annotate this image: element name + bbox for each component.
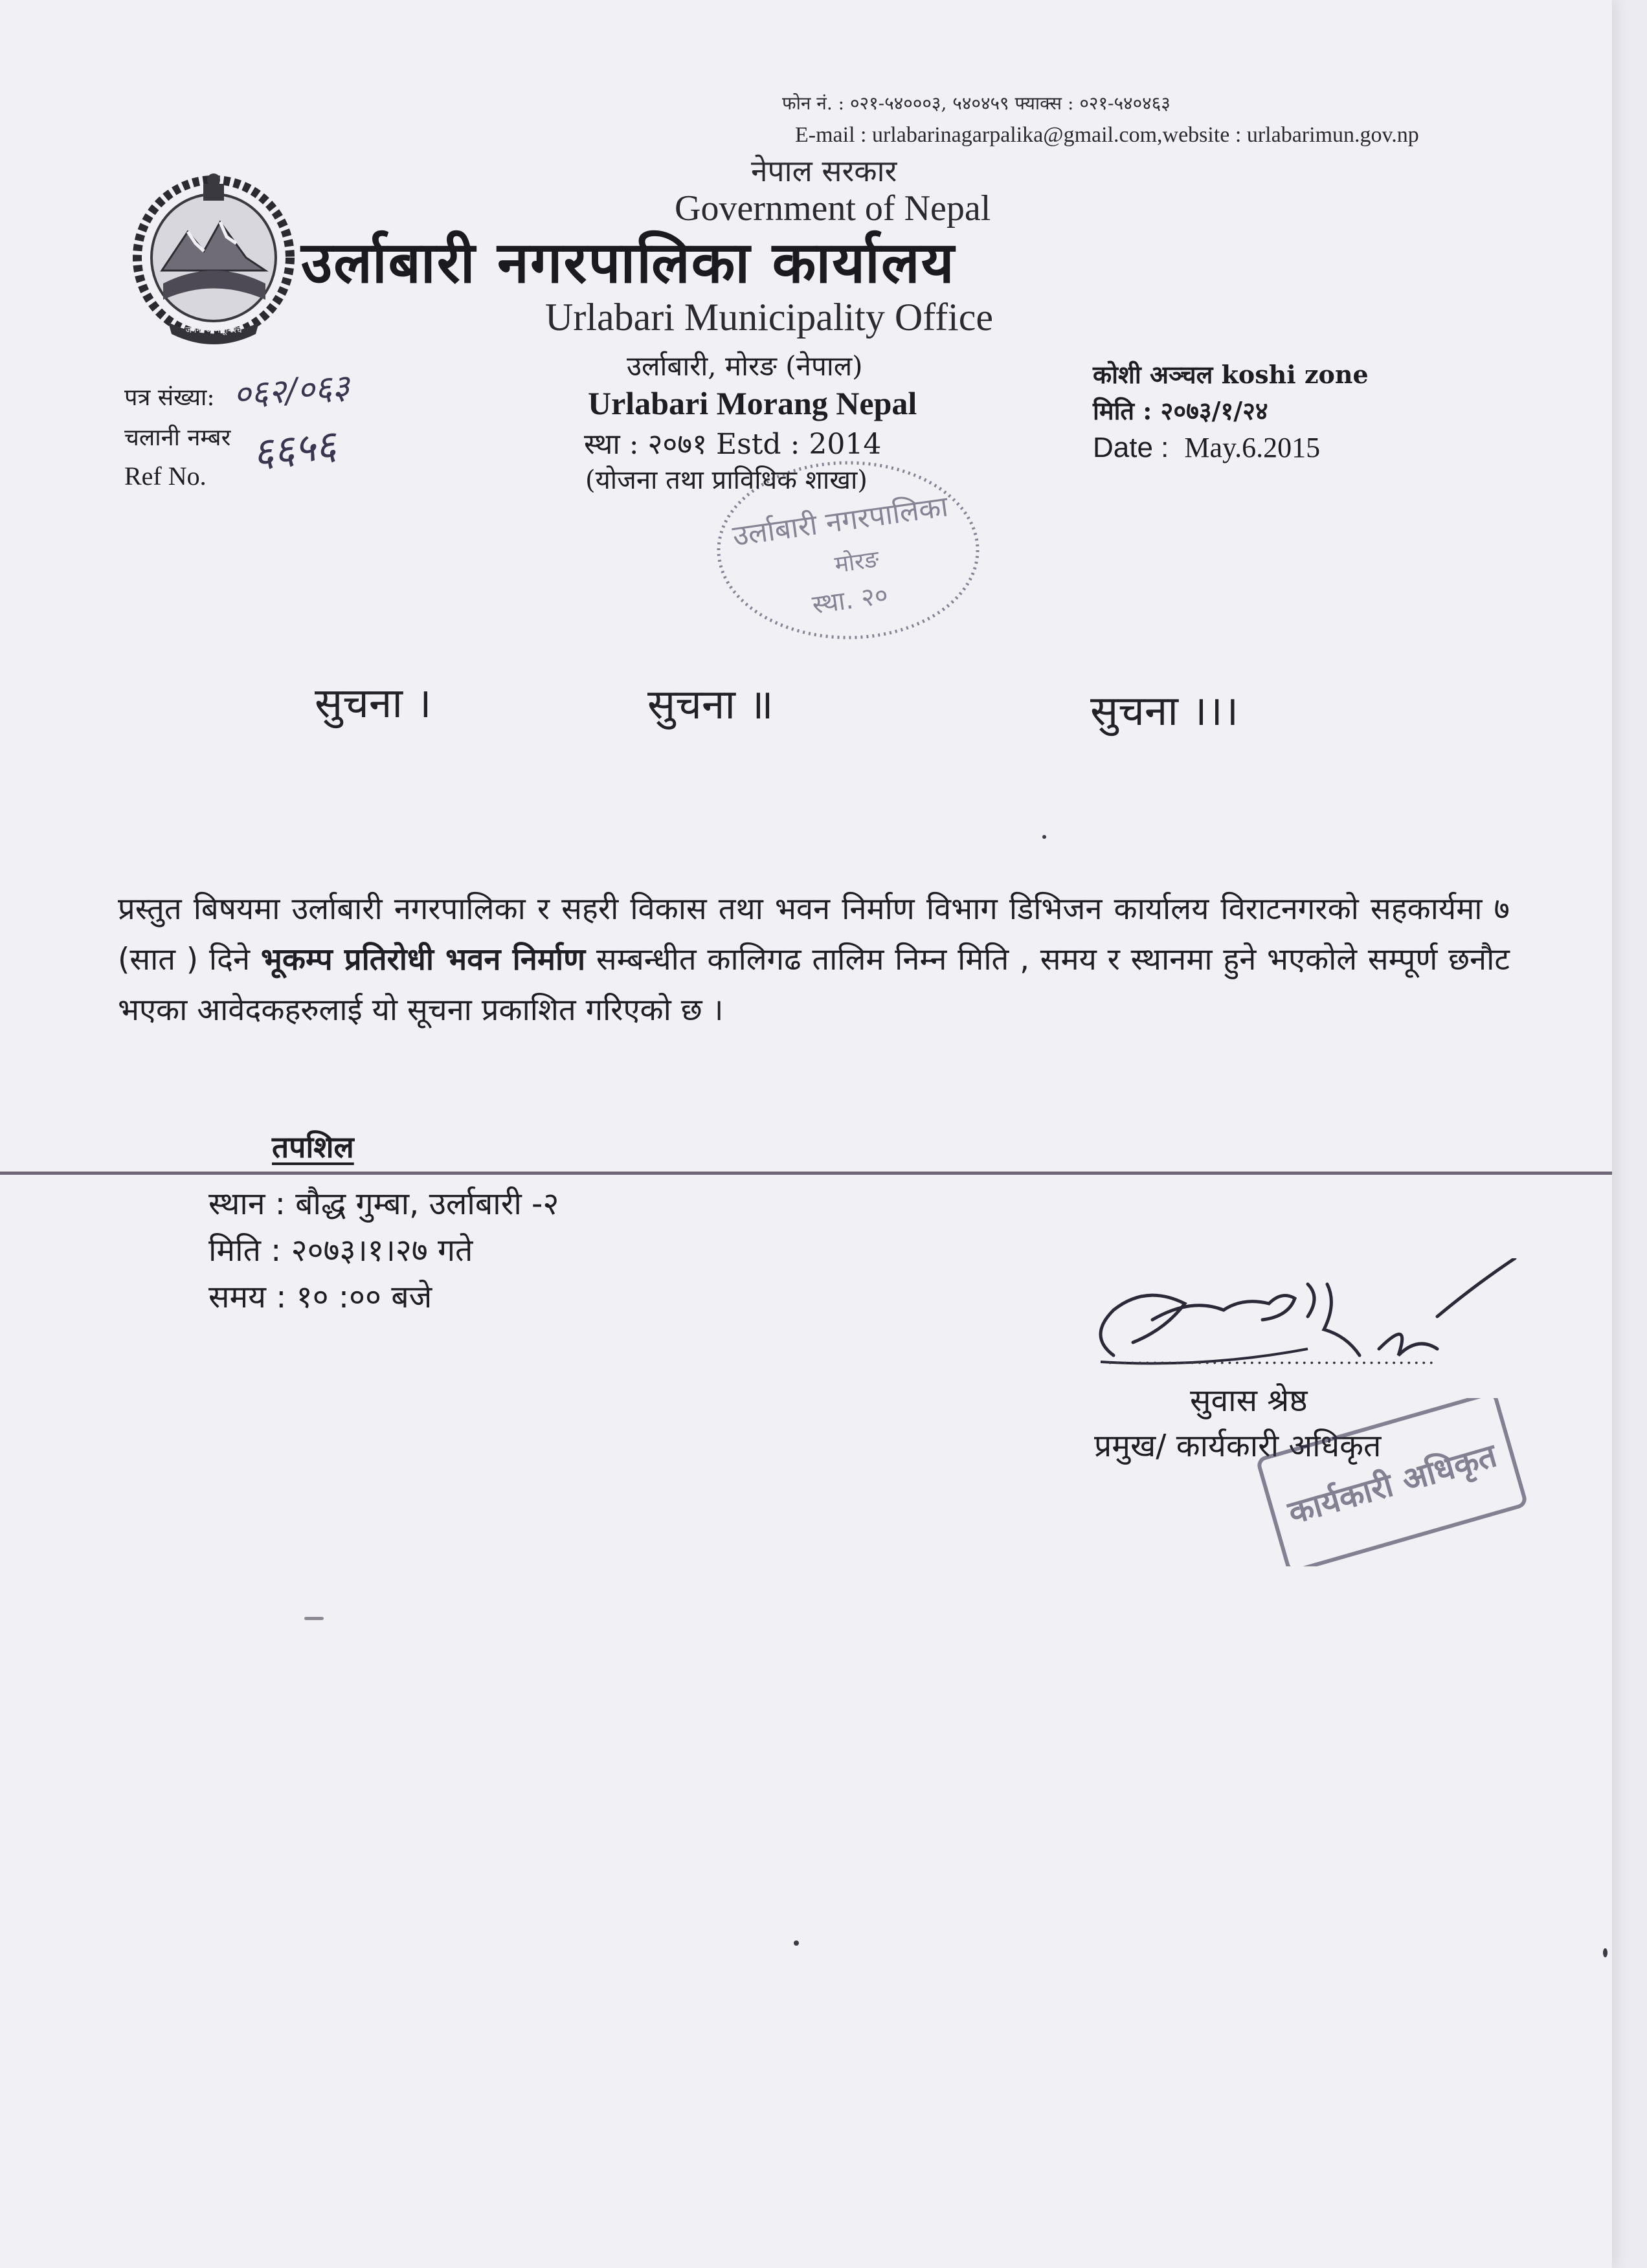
details-date: मिति : २०७३।१।२७ गते [208, 1232, 473, 1269]
scan-speck [1603, 1948, 1608, 1957]
date-label: Date : [1093, 432, 1169, 463]
section-name: (योजना तथा प्राविधिक शाखा) [585, 465, 868, 495]
office-name-english: Urlabari Municipality Office [545, 296, 993, 339]
scan-speck [794, 1940, 799, 1946]
established-year: स्था : २०७१ Estd : 2014 [584, 428, 882, 461]
svg-text:उर्लाबारी नगरपालिका: उर्लाबारी नगरपालिका [730, 490, 950, 553]
horizontal-divider [0, 1172, 1612, 1175]
signatory-title: प्रमुख/ कार्यकारी अधिकृत [1094, 1428, 1382, 1464]
notice-body-part-2: सम्बन्धीत कालिगढ तालिम निम्न मिति , समय र स्थानमा हुने भएकोले सम्पूर्ण छनौट भएका आवेदकहरुलाई यो सूचना प्रकाशित गरिएको छ । [118, 942, 1510, 1028]
notice-heading-3: सुचना ।।। [1090, 687, 1239, 735]
notice-heading-1: सुचना । [315, 680, 432, 728]
signature-line: ............................................ [1107, 1346, 1436, 1369]
ref-number-label: Ref No. [124, 461, 207, 491]
scan-speck [304, 1617, 324, 1620]
date-nepali: मिति : २०७३/१/२४ [1093, 396, 1268, 425]
date-value: May.6.2015 [1184, 432, 1321, 463]
svg-text:मोरङ: मोरङ [833, 546, 881, 579]
dispatch-number-label: चलानी नम्बर [124, 425, 231, 451]
phone-fax-line: फोन नं. : ०२१-५४०००३, ५४०४५९ फ्याक्स : ०२१-५४०४६३ [782, 93, 1171, 114]
office-stamp [706, 453, 991, 647]
nepal-emblem-icon [123, 161, 304, 348]
svg-text:स्था. २०: स्था. २० [810, 580, 890, 621]
letter-number-handwritten: ०६२/०६३ [232, 367, 351, 415]
office-name-nepali: उर्लाबारी नगरपालिका कार्यालय [301, 229, 956, 296]
date-english [1093, 431, 1320, 464]
details-place: स्थान : बौद्ध गुम्बा, उर्लाबारी -२ [208, 1186, 559, 1222]
details-time: समय : १० :०० बजे [208, 1279, 432, 1315]
notice-body [118, 884, 1510, 1036]
scan-speck [1042, 835, 1046, 839]
dispatch-number-handwritten: ६६५६ [250, 421, 339, 477]
signatory-name: सुवास श्रेष्ठ [1190, 1383, 1308, 1419]
notice-body-part-1: प्रस्तुत बिषयमा उर्लाबारी नगरपालिका र सहरी विकास तथा भवन निर्माण विभाग डिभिजन कार्यालय विराटनगरको सहकार्यमा ७ (सात ) दिने [118, 891, 1510, 977]
executive-officer-stamp [1256, 1398, 1528, 1566]
svg-text:जननी जन्मभूमिश्च: जननी जन्मभूमिश्च [185, 326, 242, 335]
government-title-english: Government of Nepal [675, 188, 991, 228]
email-website-line: E-mail : urlabarinagarpalika@gmail.com,website : urlabarimun.gov.np [795, 123, 1419, 147]
letter-number-label: पत्र संख्या: [124, 384, 215, 411]
svg-text:कार्यकारी अधिकृत: कार्यकारी अधिकृत [1284, 1436, 1501, 1532]
notice-body-bold: भूकम्प प्रतिरोधी भवन निर्माण [260, 942, 586, 977]
zone-label: कोशी अञ्चल koshi zone [1093, 360, 1369, 389]
government-title-nepali: नेपाल सरकार [751, 153, 897, 188]
details-heading: तपशिल [272, 1129, 354, 1164]
address-english: Urlabari Morang Nepal [588, 385, 917, 421]
notice-heading-2: सुचना ॥ [647, 681, 774, 729]
address-nepali: उर्लाबारी, मोरङ (नेपाल) [627, 350, 863, 382]
